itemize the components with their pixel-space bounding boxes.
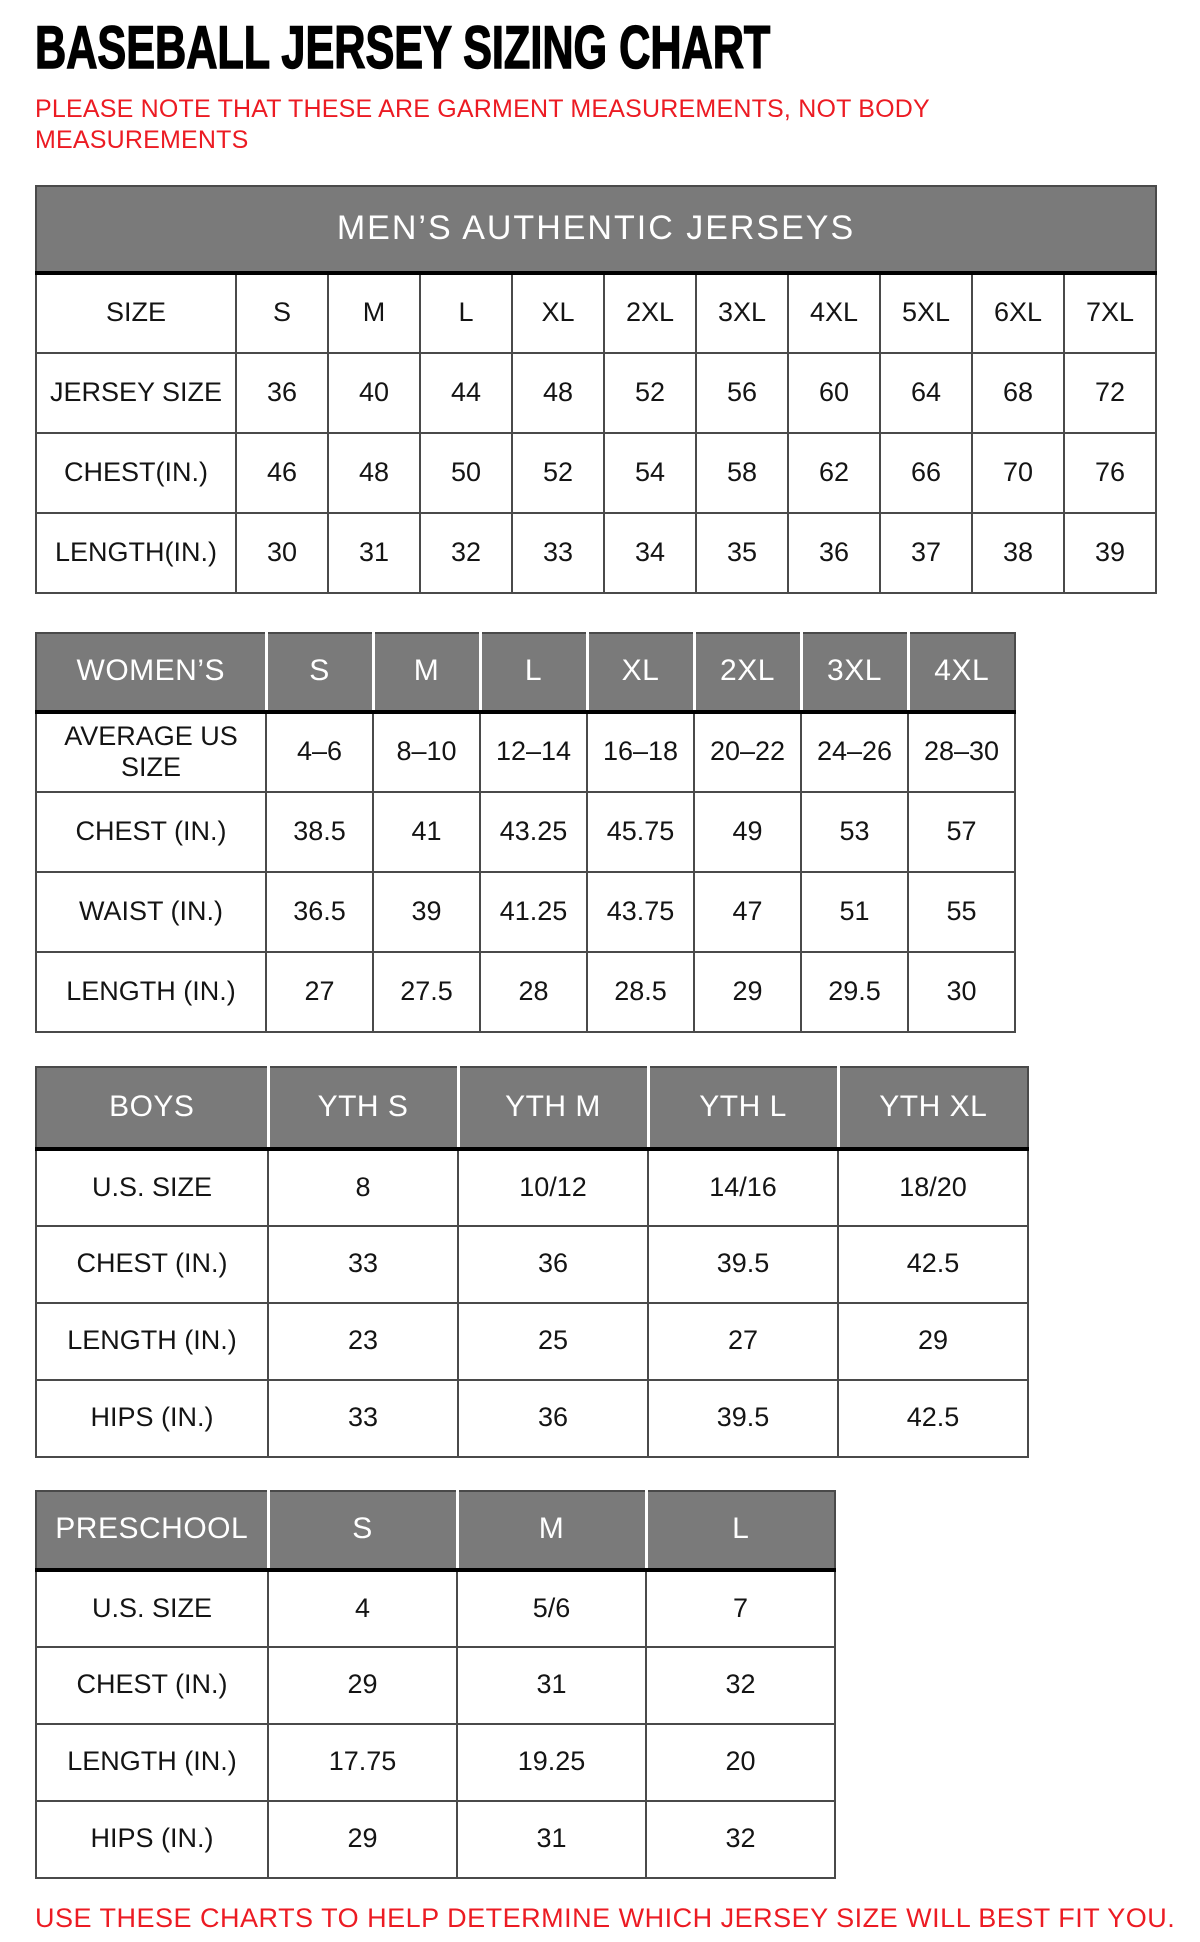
value-cell: 12–14	[480, 712, 587, 792]
value-cell: 66	[880, 433, 972, 513]
value-cell: 56	[696, 353, 788, 433]
value-cell: 28.5	[587, 952, 694, 1032]
value-cell: 36.5	[266, 872, 373, 952]
value-cell: 24–26	[801, 712, 908, 792]
value-cell: 46	[236, 433, 328, 513]
value-cell: 49	[694, 792, 801, 872]
row-label-cell: CHEST (IN.)	[36, 1226, 268, 1303]
table-row	[36, 1570, 835, 1647]
value-cell: 5/6	[457, 1570, 646, 1647]
value-cell: 18/20	[838, 1149, 1028, 1226]
value-cell: 20	[646, 1724, 835, 1801]
value-cell: 44	[420, 353, 512, 433]
value-cell: 29	[694, 952, 801, 1032]
value-cell: 30	[908, 952, 1015, 1032]
value-cell: 36	[458, 1226, 648, 1303]
value-cell: 25	[458, 1303, 648, 1380]
value-cell: 58	[696, 433, 788, 513]
table-row	[36, 513, 1156, 593]
value-cell: 16–18	[587, 712, 694, 792]
value-cell: 45.75	[587, 792, 694, 872]
value-cell: 43.75	[587, 872, 694, 952]
value-cell: XL	[512, 273, 604, 353]
size-header-cell: 3XL	[801, 633, 908, 712]
value-cell: 43.25	[480, 792, 587, 872]
value-cell: 8	[268, 1149, 458, 1226]
value-cell: 53	[801, 792, 908, 872]
fit-advice-footer: USE THESE CHARTS TO HELP DETERMINE WHICH JERSEY SIZE WILL BEST FIT YOU.	[35, 1902, 1176, 1933]
value-cell: 38	[972, 513, 1064, 593]
value-cell: 31	[457, 1647, 646, 1724]
row-label-cell: U.S. SIZE	[36, 1570, 268, 1647]
size-header-cell: 4XL	[908, 633, 1015, 712]
size-header-cell: S	[266, 633, 373, 712]
value-cell: 7XL	[1064, 273, 1156, 353]
value-cell: 10/12	[458, 1149, 648, 1226]
value-cell: 34	[604, 513, 696, 593]
value-cell: 39.5	[648, 1226, 838, 1303]
size-header-cell: YTH M	[458, 1067, 648, 1149]
value-cell: 27.5	[373, 952, 480, 1032]
table-row	[36, 712, 1015, 792]
value-cell: 64	[880, 353, 972, 433]
size-header-cell: L	[480, 633, 587, 712]
table-row	[36, 1380, 1028, 1457]
value-cell: 29	[838, 1303, 1028, 1380]
value-cell: 8–10	[373, 712, 480, 792]
value-cell: 35	[696, 513, 788, 593]
value-cell: 42.5	[838, 1380, 1028, 1457]
value-cell: 32	[420, 513, 512, 593]
value-cell: 23	[268, 1303, 458, 1380]
table-row	[36, 792, 1015, 872]
value-cell: 51	[801, 872, 908, 952]
size-header-cell: YTH L	[648, 1067, 838, 1149]
table-row	[36, 1226, 1028, 1303]
value-cell: 7	[646, 1570, 835, 1647]
row-label-cell: LENGTH(IN.)	[36, 513, 236, 593]
table-title-cell: BOYS	[36, 1067, 268, 1149]
row-label-cell: LENGTH (IN.)	[36, 1303, 268, 1380]
table-row	[36, 872, 1015, 952]
value-cell: 27	[266, 952, 373, 1032]
value-cell: 31	[457, 1801, 646, 1878]
womens-sizing-table	[35, 632, 1016, 1033]
value-cell: 19.25	[457, 1724, 646, 1801]
value-cell: 48	[512, 353, 604, 433]
value-cell: 32	[646, 1801, 835, 1878]
value-cell: 55	[908, 872, 1015, 952]
value-cell: 41.25	[480, 872, 587, 952]
row-label-cell: LENGTH (IN.)	[36, 952, 266, 1032]
table-title-cell: PRESCHOOL	[36, 1491, 268, 1570]
value-cell: 17.75	[268, 1724, 457, 1801]
value-cell: 31	[328, 513, 420, 593]
size-header-cell: YTH S	[268, 1067, 458, 1149]
size-header-cell: YTH XL	[838, 1067, 1028, 1149]
value-cell: 3XL	[696, 273, 788, 353]
row-label-cell: WAIST (IN.)	[36, 872, 266, 952]
size-header-cell: 2XL	[694, 633, 801, 712]
value-cell: 4–6	[266, 712, 373, 792]
mens-table-title-cell: MEN’S AUTHENTIC JERSEYS	[36, 186, 1156, 273]
size-header-cell: M	[373, 633, 480, 712]
row-label-cell: CHEST (IN.)	[36, 792, 266, 872]
value-cell: 29	[268, 1801, 457, 1878]
size-header-cell: M	[457, 1491, 646, 1570]
size-header-cell: S	[268, 1491, 457, 1570]
value-cell: 33	[268, 1226, 458, 1303]
boys-sizing-table	[35, 1066, 1029, 1458]
value-cell: 28	[480, 952, 587, 1032]
row-label-cell: JERSEY SIZE	[36, 353, 236, 433]
value-cell: 52	[512, 433, 604, 513]
value-cell: 47	[694, 872, 801, 952]
value-cell: 30	[236, 513, 328, 593]
value-cell: 68	[972, 353, 1064, 433]
value-cell: 41	[373, 792, 480, 872]
table-header-row	[36, 633, 1015, 712]
value-cell: 36	[788, 513, 880, 593]
value-cell: 28–30	[908, 712, 1015, 792]
garment-measurements-note: PLEASE NOTE THAT THESE ARE GARMENT MEASUREMENTS, NOT BODY MEASUREMENTS	[35, 95, 930, 155]
row-label-cell: SIZE	[36, 273, 236, 353]
row-label-cell: HIPS (IN.)	[36, 1380, 268, 1457]
size-header-cell: XL	[587, 633, 694, 712]
row-label-cell: HIPS (IN.)	[36, 1801, 268, 1878]
row-label-cell: CHEST (IN.)	[36, 1647, 268, 1724]
value-cell: 36	[236, 353, 328, 433]
table-row	[36, 1724, 835, 1801]
value-cell: 27	[648, 1303, 838, 1380]
value-cell: 20–22	[694, 712, 801, 792]
value-cell: L	[420, 273, 512, 353]
table-header-row	[36, 1491, 835, 1570]
table-title-cell: WOMEN’S	[36, 633, 266, 712]
value-cell: 6XL	[972, 273, 1064, 353]
value-cell: 33	[512, 513, 604, 593]
mens-sizing-table	[35, 185, 1157, 594]
value-cell: 72	[1064, 353, 1156, 433]
row-label-cell: AVERAGE US SIZE	[36, 712, 266, 792]
row-label-cell: LENGTH (IN.)	[36, 1724, 268, 1801]
value-cell: 37	[880, 513, 972, 593]
value-cell: 57	[908, 792, 1015, 872]
value-cell: M	[328, 273, 420, 353]
value-cell: 70	[972, 433, 1064, 513]
value-cell: 60	[788, 353, 880, 433]
row-label-cell: U.S. SIZE	[36, 1149, 268, 1226]
value-cell: 54	[604, 433, 696, 513]
value-cell: 14/16	[648, 1149, 838, 1226]
value-cell: 32	[646, 1647, 835, 1724]
value-cell: 29	[268, 1647, 457, 1724]
table-row	[36, 273, 1156, 353]
value-cell: 4XL	[788, 273, 880, 353]
value-cell: S	[236, 273, 328, 353]
value-cell: 36	[458, 1380, 648, 1457]
table-header-row	[36, 1067, 1028, 1149]
value-cell: 48	[328, 433, 420, 513]
value-cell: 39	[1064, 513, 1156, 593]
table-row	[36, 1801, 835, 1878]
value-cell: 39.5	[648, 1380, 838, 1457]
table-row	[36, 433, 1156, 513]
value-cell: 40	[328, 353, 420, 433]
preschool-sizing-table	[35, 1490, 836, 1879]
table-header-row	[36, 186, 1156, 273]
page-title: BASEBALL JERSEY SIZING CHART	[35, 14, 771, 81]
table-row	[36, 1647, 835, 1724]
value-cell: 38.5	[266, 792, 373, 872]
table-row	[36, 1149, 1028, 1226]
value-cell: 4	[268, 1570, 457, 1647]
table-row	[36, 952, 1015, 1032]
value-cell: 62	[788, 433, 880, 513]
value-cell: 39	[373, 872, 480, 952]
value-cell: 29.5	[801, 952, 908, 1032]
value-cell: 2XL	[604, 273, 696, 353]
value-cell: 50	[420, 433, 512, 513]
value-cell: 33	[268, 1380, 458, 1457]
table-row	[36, 353, 1156, 433]
size-header-cell: L	[646, 1491, 835, 1570]
value-cell: 52	[604, 353, 696, 433]
value-cell: 76	[1064, 433, 1156, 513]
row-label-cell: CHEST(IN.)	[36, 433, 236, 513]
value-cell: 5XL	[880, 273, 972, 353]
value-cell: 42.5	[838, 1226, 1028, 1303]
table-row	[36, 1303, 1028, 1380]
